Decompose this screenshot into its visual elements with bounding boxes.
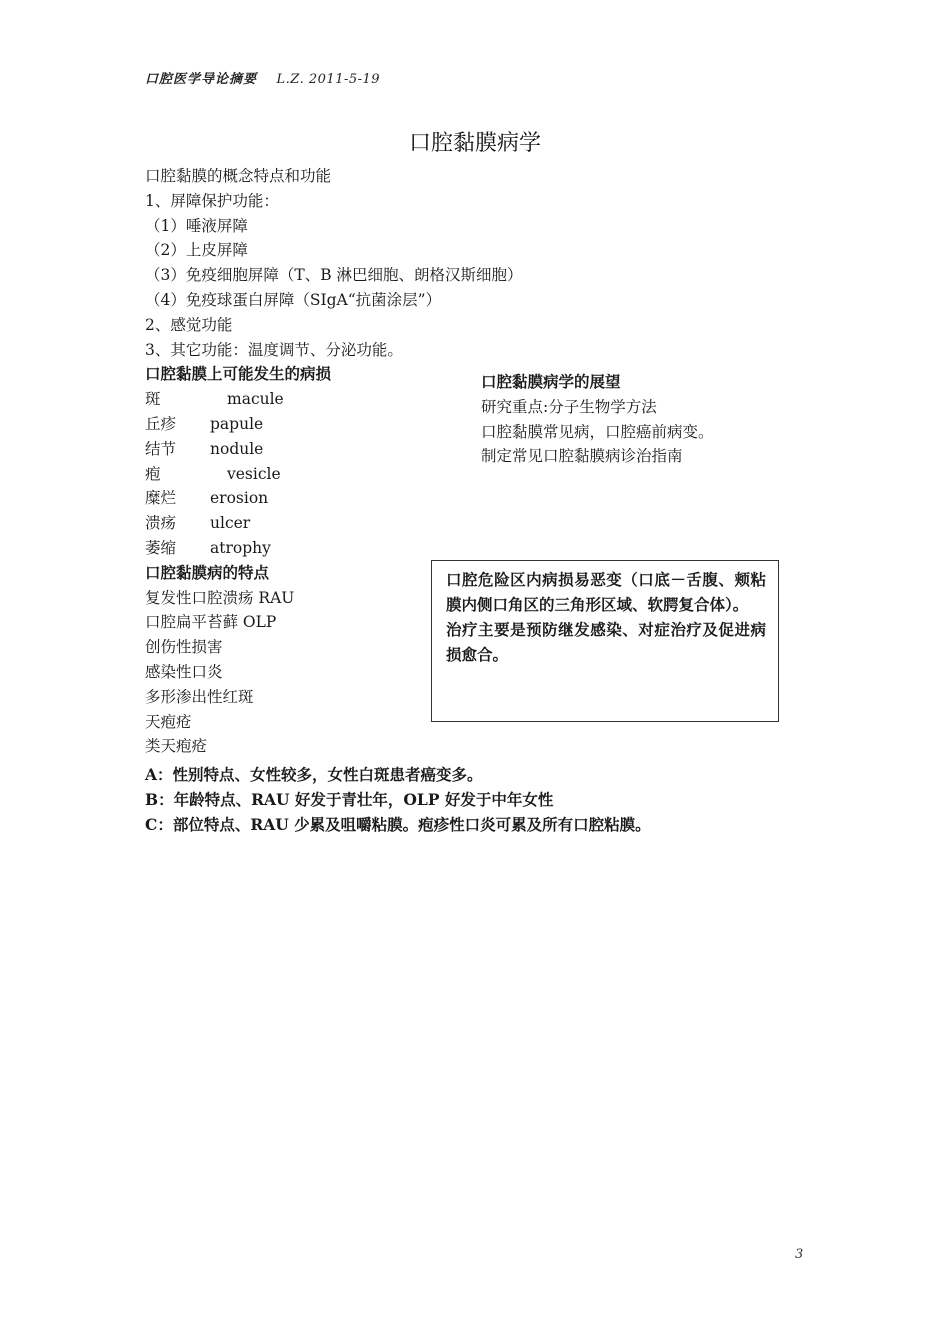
left-column bbox=[145, 164, 523, 759]
outlook-item: 口腔黏膜常见病，口腔癌前病变。 bbox=[481, 422, 714, 441]
lesion-en: ulcer bbox=[210, 514, 251, 533]
lesion-en: papule bbox=[210, 414, 264, 433]
feature-item: 口腔扁平苔藓 OLP bbox=[145, 613, 277, 632]
feature-item: 多形渗出性红斑 bbox=[145, 687, 254, 706]
lesion-zh: 溃疡 bbox=[145, 514, 177, 533]
lesion-zh: 丘疹 bbox=[145, 414, 177, 433]
lesion-en: erosion bbox=[210, 489, 269, 508]
summary-item: A：性别特点、女性较多，女性白斑患者癌变多。 bbox=[145, 765, 483, 784]
concept-item: （2）上皮屏障 bbox=[145, 241, 248, 260]
lesion-en: atrophy bbox=[210, 538, 271, 557]
lesions-heading: 口腔黏膜上可能发生的病损 bbox=[145, 364, 332, 384]
lesion-zh: 结节 bbox=[145, 439, 177, 458]
lesion-item bbox=[145, 486, 445, 511]
lesion-zh: 疱 bbox=[145, 464, 161, 483]
concept-item: 3、其它功能：温度调节、分泌功能。 bbox=[145, 340, 403, 359]
summary-item: B：年龄特点、RAU 好发于青壮年，OLP 好发于中年女性 bbox=[145, 789, 554, 809]
danger-zone-box bbox=[431, 560, 779, 722]
lesion-item bbox=[145, 437, 445, 462]
features-heading: 口腔黏膜病的特点 bbox=[145, 562, 270, 582]
concepts-heading: 口腔黏膜的概念特点和功能 bbox=[145, 167, 332, 185]
feature-item: 类天疱疮 bbox=[145, 737, 208, 756]
lesion-en: vesicle bbox=[227, 464, 281, 483]
course-title: 口腔医学导论摘要 bbox=[145, 72, 258, 87]
feature-item: 感染性口炎 bbox=[145, 662, 223, 681]
author-date: L.Z. 2011-5-19 bbox=[276, 72, 381, 87]
page-title: 口腔黏膜病学 bbox=[408, 131, 541, 156]
box-text bbox=[446, 567, 766, 667]
concept-item: （3）免疫细胞屏障（T、B 淋巴细胞、朗格汉斯细胞） bbox=[145, 266, 523, 285]
outlook-item: 研究重点:分子生物学方法 bbox=[481, 397, 657, 416]
concept-item: 1、屏障保护功能： bbox=[145, 191, 279, 210]
lesion-zh: 萎缩 bbox=[145, 538, 177, 557]
lesion-item bbox=[145, 387, 445, 412]
lesion-item bbox=[145, 412, 445, 437]
box-line: 治疗主要是预防继发感染、对症治疗及促进病损愈合。 bbox=[446, 620, 766, 664]
feature-item: 天疱疮 bbox=[145, 712, 192, 731]
lesion-item bbox=[145, 536, 445, 561]
right-column bbox=[481, 370, 861, 469]
concept-item: （1）唾液屏障 bbox=[145, 216, 248, 235]
outlook-heading: 口腔黏膜病学的展望 bbox=[481, 372, 621, 391]
feature-item: 复发性口腔溃疡 RAU bbox=[145, 588, 295, 607]
summary-section bbox=[145, 763, 795, 837]
lesion-item bbox=[145, 511, 445, 536]
summary-item: C：部位特点、RAU 少累及咀嚼粘膜。疱疹性口炎可累及所有口腔粘膜。 bbox=[145, 814, 651, 834]
lesion-item bbox=[145, 462, 445, 487]
lesion-zh: 斑 bbox=[145, 390, 161, 409]
feature-item: 创伤性损害 bbox=[145, 638, 223, 657]
lesion-en: macule bbox=[227, 390, 284, 409]
outlook-item: 制定常见口腔黏膜病诊治指南 bbox=[481, 447, 683, 466]
box-line: 口腔危险区内病损易恶变（口底－舌腹、颊粘膜内侧口角区的三角形区域、软腭复合体）。 bbox=[446, 570, 766, 614]
lesion-en: nodule bbox=[210, 439, 264, 458]
lesion-zh: 糜烂 bbox=[145, 489, 177, 508]
page-number: 3 bbox=[795, 1247, 804, 1262]
concept-item: （4）免疫球蛋白屏障（SIgA“抗菌涂层”） bbox=[145, 290, 442, 309]
concept-item: 2、感觉功能 bbox=[145, 315, 233, 334]
page-header bbox=[145, 68, 380, 87]
